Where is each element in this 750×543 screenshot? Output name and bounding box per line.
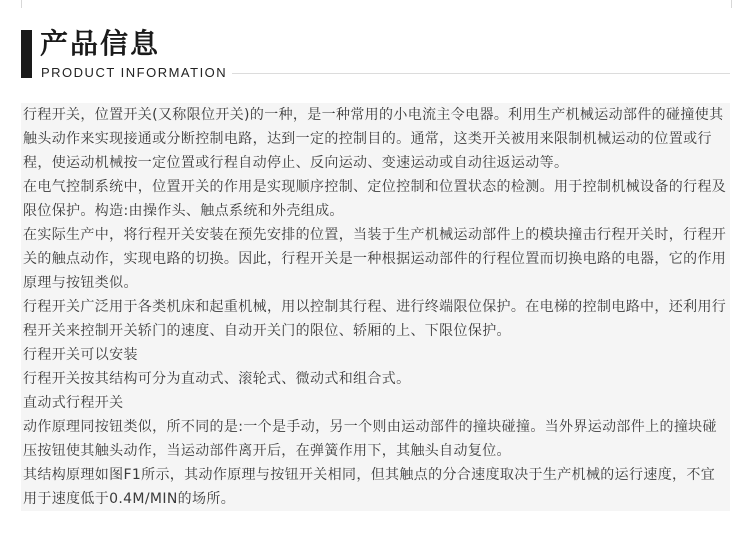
paragraph: 行程开关，位置开关(又称限位开关)的一种，是一种常用的小电流主令电器。利用生产机械运动部件的碰撞使其触头动作来实现接通或分断控制电路，达到一定的控制目的。通常，这类开关被用来限制机械运动的位置或行程，使运动机械按一定位置或行程自动停止、反向运动、变速运动或自动往返运动等。 (23, 107, 724, 171)
paragraph: 直动式行程开关 (23, 395, 124, 411)
title-divider (232, 73, 730, 74)
paragraph: 行程开关广泛用于各类机床和起重机械，用以控制其行程、进行终端限位保护。在电梯的控制电路中，还利用行程开关来控制开关轿门的速度、自动开关门的限位、轿厢的上、下限位保护。 (23, 299, 727, 339)
paragraph: 在实际生产中，将行程开关安装在预先安排的位置，当装于生产机械运动部件上的模块撞击行程开关时，行程开关的触点动作，实现电路的切换。因此，行程开关是一种根据运动部件的行程位置而切换电路的电器，它的作用原理与按钮类似。 (23, 227, 727, 291)
paragraph: 其结构原理如图F1所示，其动作原理与按钮开关相同，但其触点的分合速度取决于生产机械的运行速度，不宜用于速度低于0.4M/MIN的场所。 (23, 467, 716, 507)
top-border (21, 0, 732, 8)
section-subtitle: PRODUCT INFORMATION (41, 65, 228, 80)
paragraph: 在电气控制系统中，位置开关的作用是实现顺序控制、定位控制和位置状态的检测。用于控制机械设备的行程及限位保护。构造:由操作头、触点系统和外壳组成。 (23, 179, 727, 219)
paragraph: 行程开关按其结构可分为直动式、滚轮式、微动式和组合式。 (23, 371, 411, 387)
section-title: 产品信息 (40, 27, 161, 60)
paragraph: 动作原理同按钮类似，所不同的是:一个是手动，另一个则由运动部件的撞块碰撞。当外界运动部件上的撞块碰压按钮使其触头动作，当运动部件离开后，在弹簧作用下，其触头自动复位。 (23, 419, 717, 459)
paragraph: 行程开关可以安装 (23, 347, 138, 363)
title-accent-bar (21, 30, 32, 78)
product-description (21, 103, 730, 511)
